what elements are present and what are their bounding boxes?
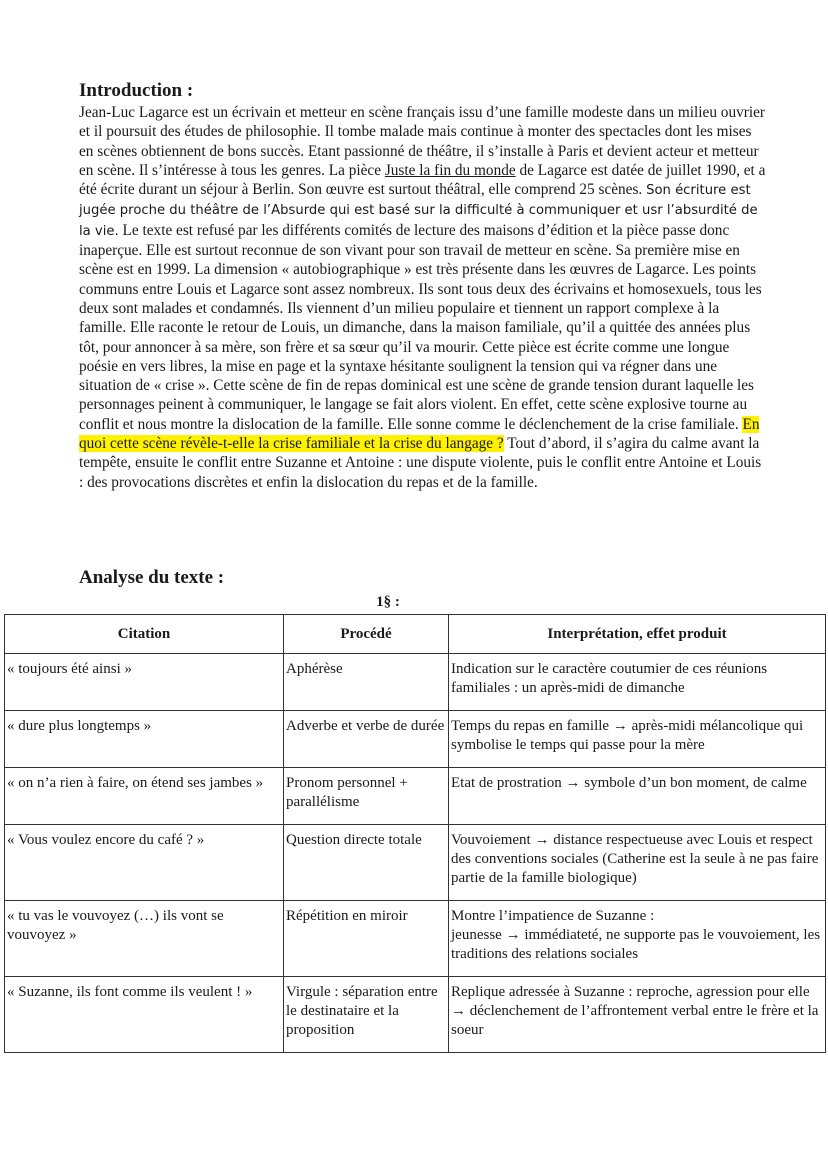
table-header-row <box>5 615 826 654</box>
table-row <box>5 825 826 901</box>
play-title: Juste la fin du monde <box>384 161 516 179</box>
problematique-highlight: En quoi cette scène révèle-t-elle la crise familiale et la crise du langage ? <box>79 415 760 453</box>
interpretation-cell: Vouvoiement → distance respectueuse avec Louis et respect des conventions sociales (Catherine est la seule à ne pas faire partie de la famille biologique) <box>449 825 826 901</box>
analysis-heading: Analyse du texte : <box>79 567 225 588</box>
intro-text-1: Jean-Luc Lagarce est un écrivain et metteur en scène français issu d’une famille modeste dans un milieu ouvrier et il poursuit des études de philosophie. Il tombe malade mais continue à monter des spectacles dont les mises en scènes obtiennent de bons succès. Etant passionné de théâtre, il s’installe à Paris et devient acteur et metteur en scène. Il s’intéresse à tous les genres. La pièce <box>79 104 765 179</box>
intro-text-4: Tout d’abord, il s’agira du calme avant la tempête, ensuite le conflit entre Suzanne et Antoine : une dispute violente, puis le conflit entre Antoine et Louis : des provocations discrètes et enfin la dislocation du repas et de la famille. <box>79 435 762 491</box>
citation-cell: « dure plus longtemps » <box>5 711 284 768</box>
interpretation-line: jeunesse → immédiateté, ne supporte pas le vouvoiement, les traditions des relations sociales <box>451 927 821 962</box>
section-label: 1§ : <box>376 594 400 610</box>
column-header-interpretation: Interprétation, effet produit <box>449 615 826 654</box>
interpretation-cell: Etat de prostration → symbole d’un bon moment, de calme <box>449 768 826 825</box>
analysis-table <box>4 614 826 1053</box>
citation-cell: « tu vas le vouvoyez (…) ils vont se vouvoyez » <box>5 901 284 977</box>
table-row <box>5 768 826 825</box>
procede-cell: Répétition en miroir <box>284 901 449 977</box>
interpretation-cell <box>449 901 826 977</box>
procede-cell: Pronom personnel + parallélisme <box>284 768 449 825</box>
intro-paragraph <box>79 103 769 492</box>
interpretation-cell: Temps du repas en famille → après-midi mélancolique qui symbolise le temps qui passe pour la mère <box>449 711 826 768</box>
citation-cell: « toujours été ainsi » <box>5 654 284 711</box>
intro-text-absurde: Son écriture est jugée proche du théâtre de l’Absurde qui est basé sur la difficulté à communiquer et usr l’absurdité de la vie. <box>79 183 758 239</box>
table-row <box>5 654 826 711</box>
procede-cell: Aphérèse <box>284 654 449 711</box>
citation-cell: « Vous voulez encore du café ? » <box>5 825 284 901</box>
table-row <box>5 711 826 768</box>
intro-heading: Introduction : <box>79 80 194 101</box>
column-header-citation: Citation <box>5 615 284 654</box>
intro-text-2: de Lagarce est datée de juillet 1990, et a été écrite durant un séjour à Berlin. Son œuvre est surtout théâtral, elle comprend 25 scènes. <box>79 161 766 199</box>
intro-text-3: Le texte est refusé par les différents comités de lecture des maisons d’édition et la pièce passe donc inaperçue. Elle est surtout reconnue de son vivant pour son travail de metteur en scène. Sa première mise en scène est en 1999. La dimension « autobiographique » est très présente dans les œuvres de Lagarce. Les points communs entre Louis et Lagarce sont assez nombreux. Ils sont tous deux des écrivains et homosexuels, tous les deux sont malades et condamnés. Ils viennent d’un milieu populaire et tiennent un rapport complexe à la famille. Elle raconte le retour de Louis, un dimanche, dans la maison familiale, qu’il a quittée des années plus tôt, pour annoncer à sa mère, son frère et sa sœur qu’il va mourir. Cette pièce est écrite comme une longue poésie en vers libres, la mise en page et la syntaxe hésitante soulignent la tension qui va régner dans une situation de « crise ». Cette scène de fin de repas dominical est une scène de grande tension durant laquelle les personnages peinent à communiquer, le langage se fait alors violent. En effet, cette scène explosive tourne au conflit et nous montre la dislocation de la famille. Elle sonne comme le déclenchement de la crise familiale. <box>79 221 762 433</box>
interpretation-cell: Replique adressée à Suzanne : reproche, agression pour elle → déclenchement de l’affrontement verbal entre le frère et la soeur <box>449 977 826 1053</box>
citation-cell: « Suzanne, ils font comme ils veulent ! » <box>5 977 284 1053</box>
table-row <box>5 901 826 977</box>
procede-cell: Virgule : séparation entre le destinataire et la proposition <box>284 977 449 1053</box>
column-header-procede: Procédé <box>284 615 449 654</box>
procede-cell: Question directe totale <box>284 825 449 901</box>
citation-cell: « on n’a rien à faire, on étend ses jambes » <box>5 768 284 825</box>
interpretation-line: Montre l’impatience de Suzanne : <box>451 908 655 924</box>
table-row <box>5 977 826 1053</box>
procede-cell: Adverbe et verbe de durée <box>284 711 449 768</box>
interpretation-cell: Indication sur le caractère coutumier de ces réunions familiales : un après-midi de dimanche <box>449 654 826 711</box>
